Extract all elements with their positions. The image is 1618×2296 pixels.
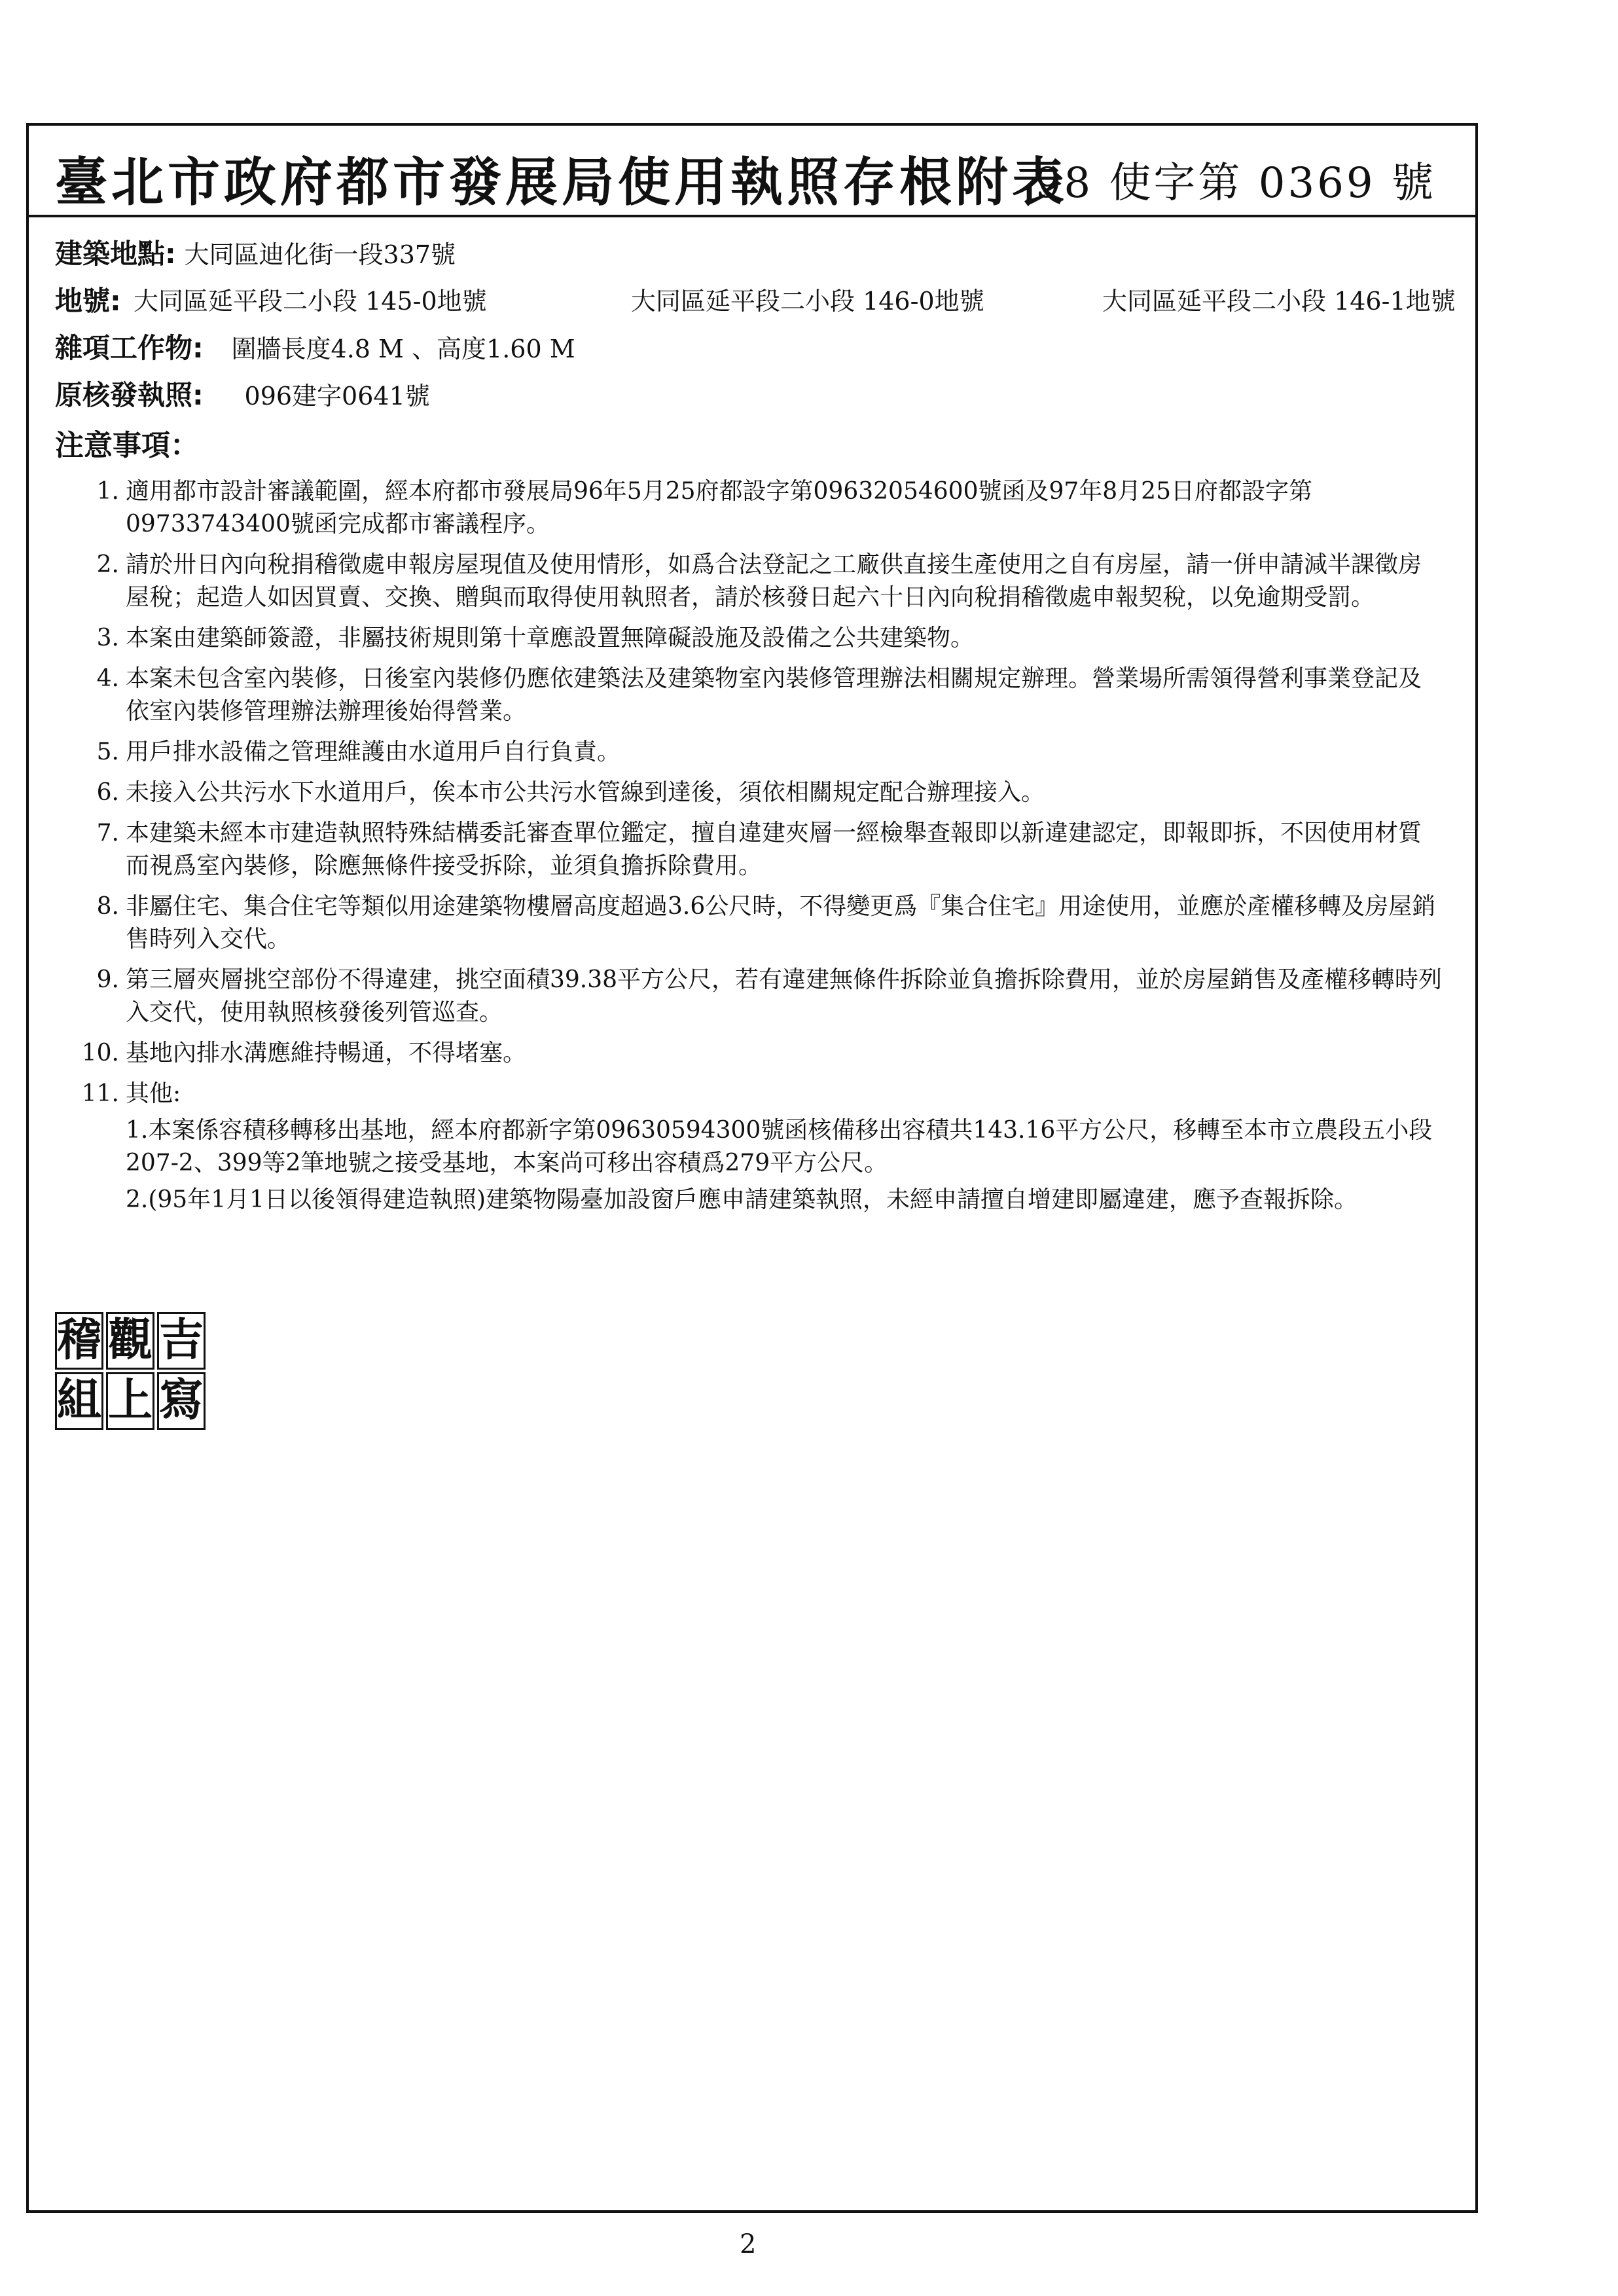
- seal-character: 觀: [106, 1312, 154, 1370]
- note-item: [55, 1078, 1443, 1216]
- original-permit-value: 096建字0641號: [244, 382, 430, 410]
- lot-row: [55, 278, 1456, 325]
- site-row: [55, 230, 1443, 278]
- note-text: 其他:: [126, 1080, 181, 1107]
- lot-value-1: 大同區延平段二小段 145-0地號: [134, 287, 487, 316]
- seal-character: 稽: [55, 1312, 103, 1370]
- seal-character: 寫: [157, 1372, 206, 1430]
- document-body: [55, 230, 1456, 1224]
- note-text: 本案由建築師簽證，非屬技術規則第十章應設置無障礙設施及設備之公共建築物。: [126, 625, 975, 651]
- note-item: [55, 663, 1443, 728]
- lot-value-3: 大同區延平段二小段 146-1地號: [1102, 287, 1456, 316]
- note-number: 2.: [96, 551, 119, 578]
- site-value: 大同區迪化街一段337號: [184, 240, 456, 269]
- note-text: 未接入公共污水下水道用戶，俟本市公共污水管線到達後，須依相關規定配合辦理接入。: [126, 779, 1045, 806]
- lot-label: 地號:: [55, 285, 121, 317]
- notes-list: [55, 475, 1443, 1216]
- note-item: [55, 776, 1443, 809]
- official-seal-stamp: [55, 1312, 204, 1430]
- original-permit-row: [55, 372, 1443, 419]
- note-text: 本案未包含室內裝修，日後室內裝修仍應依建築法及建築物室內裝修管理辦法相關規定辦理。營業場所需領得營利事業登記及依室內裝修管理辦法辦理後始得營業。: [126, 665, 1422, 725]
- lot-value-2: 大同區延平段二小段 146-0地號: [631, 287, 984, 316]
- note-item: [55, 622, 1443, 655]
- notes-heading: 注意事項：: [55, 429, 199, 462]
- note-item: [55, 964, 1443, 1029]
- note-number: 6.: [96, 779, 119, 806]
- note-item: [55, 817, 1443, 883]
- original-permit-label: 原核發執照:: [55, 379, 204, 411]
- misc-works-value: 圍牆長度4.8 M 、高度1.60 M: [231, 335, 575, 363]
- note-number: 5.: [96, 738, 119, 765]
- note-number: 10.: [81, 1040, 119, 1066]
- note-number: 11.: [81, 1080, 119, 1107]
- note-number: 7.: [96, 820, 119, 847]
- note-item: [55, 890, 1443, 956]
- note-text: 非屬住宅、集合住宅等類似用途建築物樓層高度超過3.6公尺時，不得變更爲『集合住宅』用途使用，並應於產權移轉及房屋銷售時列入交代。: [126, 893, 1436, 953]
- sub-note-item: 2.(95年1月1日以後領得建造執照)建築物陽臺加設窗戶應申請建築執照，未經申請擅自增建即屬違建，應予查報拆除。: [126, 1186, 1358, 1213]
- note-text: 本建築未經本市建造執照特殊結構委託審查單位鑑定，擅自違建夾層一經檢舉查報即以新違建認定，即報即拆，不因使用材質而視爲室內裝修，除應無條件接受拆除，並須負擔拆除費用。: [126, 820, 1422, 879]
- note-item: [55, 549, 1443, 614]
- document-title: 臺北市政府都市發展局使用執照存根附表: [55, 151, 1068, 213]
- note-text: 請於卅日內向稅捐稽徵處申報房屋現值及使用情形，如爲合法登記之工廠供直接生產使用之自有房屋，請一併申請減半課徵房屋稅；起造人如因買賣、交換、贈與而取得使用執照者，請於核發日起六十日內向稅捐稽徵處申報契稅，以免逾期受罰。: [126, 551, 1422, 611]
- note-text: 第三層夾層挑空部份不得違建，挑空面積39.38平方公尺，若有違建無條件拆除並負擔拆除費用，並於房屋銷售及產權移轉時列入交代，使用執照核發後列管巡查。: [126, 966, 1443, 1026]
- note-item: [55, 475, 1443, 541]
- seal-character: 吉: [157, 1312, 206, 1370]
- note-text: 用戶排水設備之管理維護由水道用戶自行負責。: [126, 738, 621, 765]
- note-number: 1.: [96, 478, 119, 505]
- misc-works-label: 雜項工作物:: [55, 332, 204, 364]
- page-number: 2: [740, 2229, 757, 2259]
- note-text: 適用都市設計審議範圍，經本府都市發展局96年5月25府都設字第09632054600號函及97年8月25日府都設字第09733743400號函完成都市審議程序。: [126, 478, 1312, 538]
- note-number: 4.: [96, 665, 119, 692]
- sub-notes-list: [126, 1114, 1443, 1216]
- note-item: [55, 736, 1443, 769]
- note-text: 基地內排水溝應維持暢通，不得堵塞。: [126, 1040, 527, 1066]
- permit-number: 98 使字第 0369 號: [1034, 159, 1436, 208]
- note-number: 9.: [96, 966, 119, 993]
- note-number: 3.: [96, 625, 119, 651]
- note-item: [55, 1037, 1443, 1070]
- document-frame: [26, 123, 1478, 2213]
- sub-note-item: 1.本案係容積移轉移出基地，經本府都新字第09630594300號函核備移出容積共143.16平方公尺，移轉至本市立農段五小段207-2、399等2筆地號之接受基地，本案尚可移出容積爲279平方公尺。: [126, 1117, 1433, 1176]
- misc-works-row: [55, 325, 1443, 372]
- document-header: [29, 126, 1475, 217]
- site-label: 建築地點:: [55, 238, 176, 270]
- seal-character: 上: [106, 1372, 154, 1430]
- note-number: 8.: [96, 893, 119, 920]
- seal-character: 組: [55, 1372, 103, 1430]
